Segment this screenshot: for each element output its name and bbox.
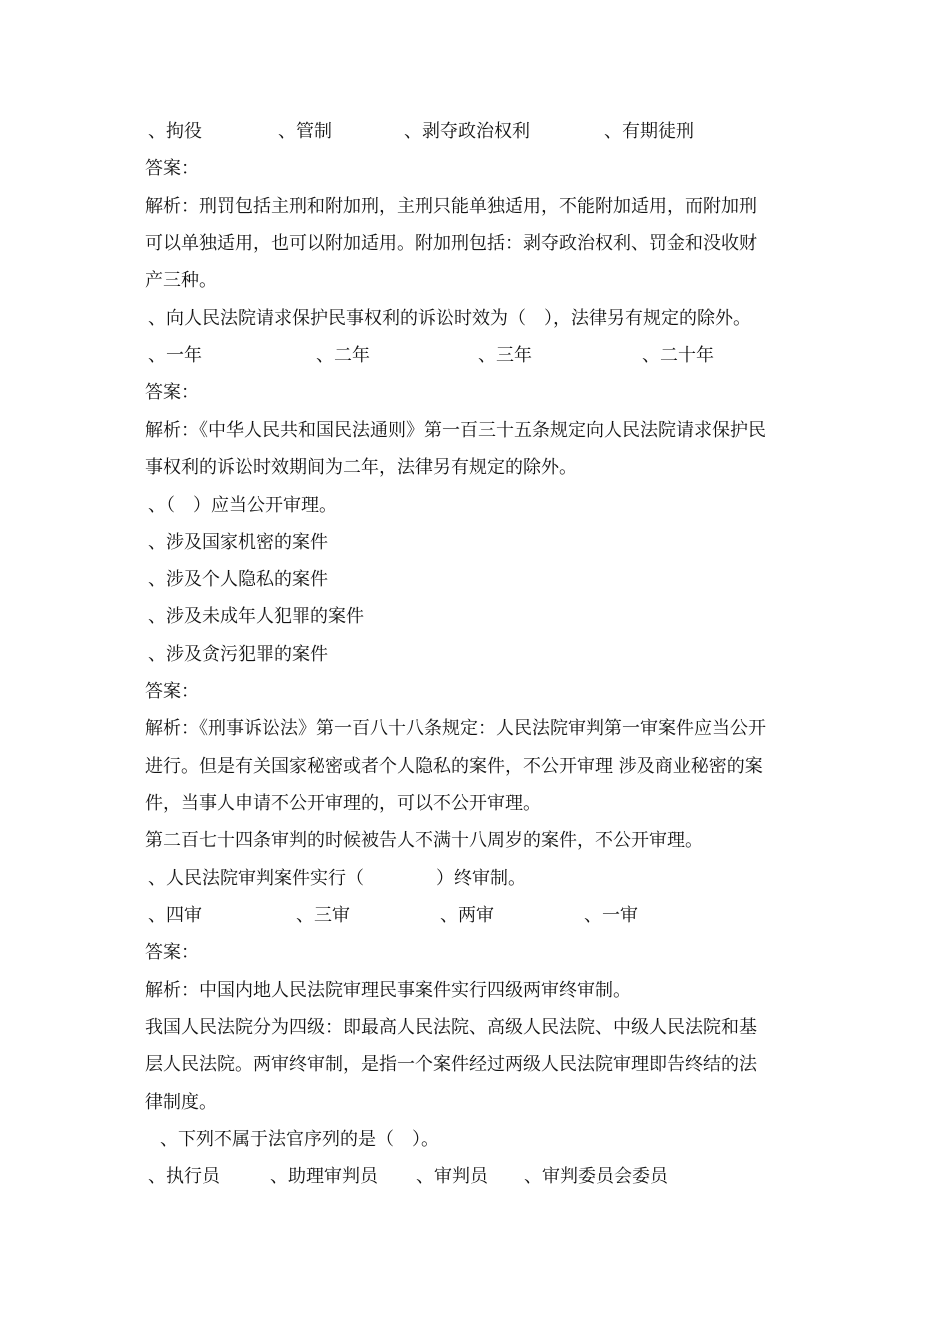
q4-option-d[interactable]: 、一审 (584, 905, 638, 926)
q5-question: 、下列不属于法官序列的是（ ）。 (160, 1129, 439, 1150)
q5-option-c[interactable]: 、审判员 (416, 1166, 488, 1187)
q3-option-b[interactable]: 、涉及个人隐私的案件 (148, 569, 328, 590)
q3-answer-label: 答案： (145, 681, 199, 702)
q1-option-c[interactable]: 、剥夺政治权利 (404, 121, 530, 142)
q2-option-a[interactable]: 、一年 (148, 345, 202, 366)
q1-option-d[interactable]: 、有期徒刑 (604, 121, 694, 142)
q5-options (148, 1164, 830, 1190)
q2-analysis-line: 解析：《中华人民共和国民法通则》第一百三十五条规定向人民法院请求保护民 (145, 420, 766, 441)
q1-analysis-line: 可以单独适用，也可以附加适用。附加刑包括：剥夺政治权利、罚金和没收财 (145, 233, 757, 254)
q1-option-b[interactable]: 、管制 (278, 121, 332, 142)
q2-option-b[interactable]: 、二年 (316, 345, 370, 366)
q3-option-d[interactable]: 、涉及贪污犯罪的案件 (148, 644, 328, 665)
q4-question: 、人民法院审判案件实行（ ）终审制。 (148, 868, 526, 889)
q2-option-c[interactable]: 、三年 (478, 345, 532, 366)
q5-option-b[interactable]: 、助理审判员 (270, 1166, 378, 1187)
q3-option-c[interactable]: 、涉及未成年人犯罪的案件 (148, 606, 364, 627)
q4-analysis-line: 律制度。 (145, 1092, 217, 1113)
q4-analysis-line: 层人民法院。两审终审制，是指一个案件经过两级人民法院审理即告终结的法 (145, 1054, 757, 1075)
q1-analysis-line: 产三种。 (145, 270, 217, 291)
q3-analysis-line: 解析：《刑事诉讼法》第一百八十八条规定：人民法院审判第一审案件应当公开 (145, 718, 766, 739)
q2-options (148, 343, 830, 369)
q4-option-a[interactable]: 、四审 (148, 905, 202, 926)
q2-option-d[interactable]: 、二十年 (642, 345, 714, 366)
q3-analysis-line: 件，当事人申请不公开审理的，可以不公开审理。 (145, 793, 541, 814)
q4-answer-label: 答案： (145, 942, 199, 963)
q5-option-a[interactable]: 、执行员 (148, 1166, 220, 1187)
q5-option-d[interactable]: 、审判委员会委员 (524, 1166, 668, 1187)
q4-analysis-line: 我国人民法院分为四级：即最高人民法院、高级人民法院、中级人民法院和基 (145, 1017, 757, 1038)
q2-question: 、向人民法院请求保护民事权利的诉讼时效为（ ），法律另有规定的除外。 (148, 308, 751, 329)
q2-answer-label: 答案： (145, 382, 199, 403)
q3-analysis-line: 第二百七十四条审判的时候被告人不满十八周岁的案件，不公开审理。 (145, 830, 703, 851)
q4-option-c[interactable]: 、两审 (440, 905, 494, 926)
q3-question: 、（ ）应当公开审理。 (148, 495, 337, 516)
q4-option-b[interactable]: 、三审 (296, 905, 350, 926)
q3-option-a[interactable]: 、涉及国家机密的案件 (148, 532, 328, 553)
q4-analysis-line: 解析：中国内地人民法院审理民事案件实行四级两审终审制。 (145, 980, 631, 1001)
q1-answer-label: 答案： (145, 158, 199, 179)
q3-analysis-line: 进行。但是有关国家秘密或者个人隐私的案件，不公开审理 涉及商业秘密的案 (145, 756, 763, 777)
q2-analysis-line: 事权利的诉讼时效期间为二年，法律另有规定的除外。 (145, 457, 577, 478)
q4-options (148, 903, 830, 929)
q1-analysis-line: 解析：刑罚包括主刑和附加刑，主刑只能单独适用，不能附加适用，而附加刑 (145, 196, 757, 217)
q1-option-a[interactable]: 、拘役 (148, 121, 202, 142)
q1-options (148, 119, 830, 145)
